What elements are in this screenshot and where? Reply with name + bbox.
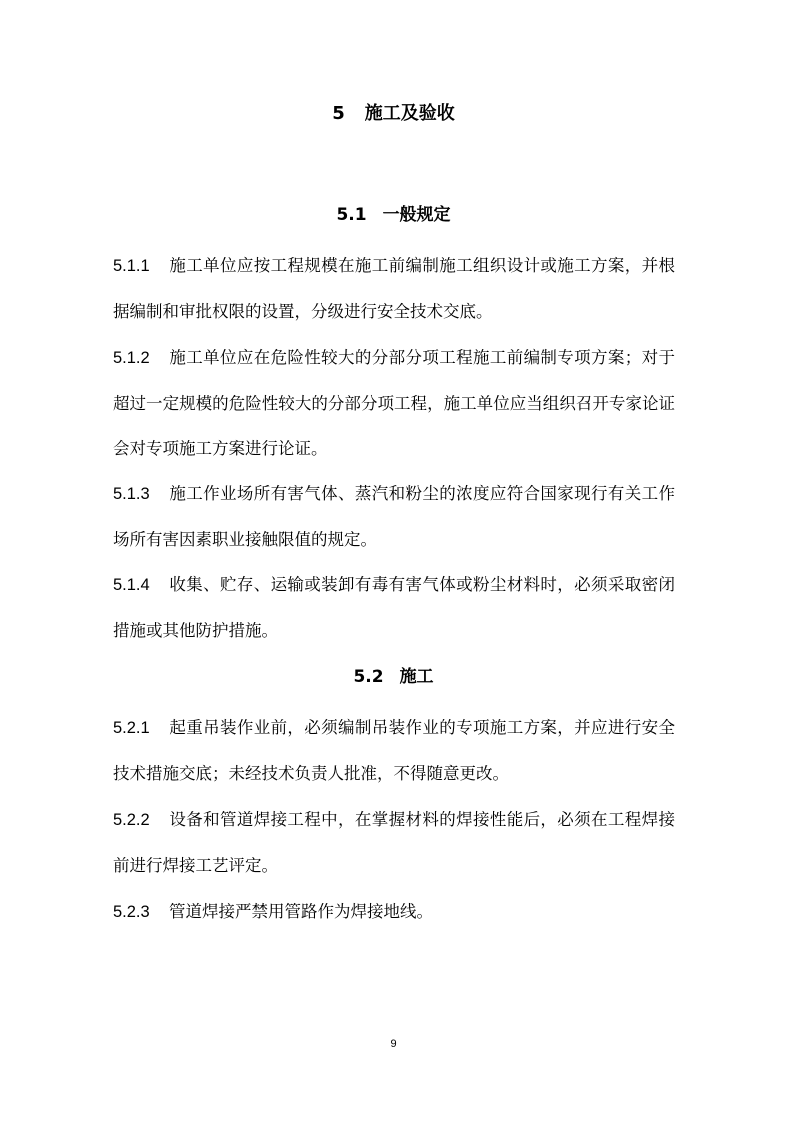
section-title-text: 施工 (399, 667, 434, 687)
clause-number: 5.1.2 (113, 349, 150, 367)
clause-5-1-3 (113, 471, 675, 562)
page-number: 9 (390, 1038, 397, 1050)
chapter-number: 5 (332, 103, 345, 124)
section-number: 5.1 (336, 205, 367, 225)
clause-text: 起重吊装作业前，必须编制吊装作业的专项施工方案，并应进行安全技术措施交底；未经技术负责人批准，不得随意更改。 (113, 718, 675, 783)
clause-number: 5.1.3 (113, 485, 150, 503)
clause-text: 管道焊接严禁用管路作为焊接地线。 (169, 902, 433, 921)
section-number: 5.2 (353, 667, 384, 687)
chapter-title (0, 100, 787, 128)
clause-number: 5.2.2 (113, 811, 150, 829)
clause-number: 5.1.1 (113, 257, 150, 275)
chapter-title-text: 施工及验收 (364, 103, 455, 124)
clause-text: 施工作业场所有害气体、蒸汽和粉尘的浓度应符合国家现行有关工作场所有害因素职业接触限值的规定。 (113, 484, 675, 549)
clause-text: 施工单位应按工程规模在施工前编制施工组织设计或施工方案，并根据编制和审批权限的设置，分级进行安全技术交底。 (113, 256, 675, 321)
section-title-5-1 (0, 201, 787, 229)
clause-number: 5.1.4 (113, 576, 150, 594)
clause-5-2-3 (113, 889, 675, 935)
clause-5-2-1 (113, 705, 675, 796)
clause-5-2-2 (113, 797, 675, 888)
clause-5-1-2 (113, 335, 675, 471)
clause-text: 施工单位应在危险性较大的分部分项工程施工前编制专项方案；对于超过一定规模的危险性较大的分部分项工程，施工单位应当组织召开专家论证会对专项施工方案进行论证。 (113, 348, 675, 458)
clause-number: 5.2.3 (113, 903, 150, 921)
section-title-text: 一般规定 (382, 205, 451, 225)
clause-number: 5.2.1 (113, 719, 150, 737)
clause-5-1-4 (113, 562, 675, 653)
clause-5-1-1 (113, 243, 675, 334)
section-title-5-2 (0, 663, 787, 691)
clause-text: 收集、贮存、运输或装卸有毒有害气体或粉尘材料时，必须采取密闭措施或其他防护措施。 (113, 575, 675, 640)
clause-text: 设备和管道焊接工程中，在掌握材料的焊接性能后，必须在工程焊接前进行焊接工艺评定。 (113, 810, 675, 875)
